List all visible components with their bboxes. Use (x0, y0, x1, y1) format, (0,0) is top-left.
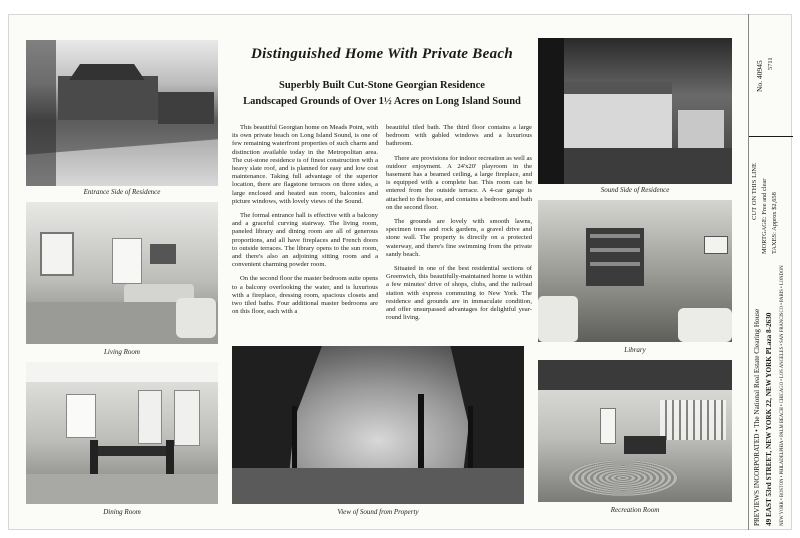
recreation-caption: Recreation Room (610, 506, 660, 514)
living-room-caption: Living Room (104, 348, 140, 356)
body-column-left (232, 124, 378, 322)
library-photo (538, 200, 732, 342)
listing-code: 5711 (767, 57, 774, 70)
listing-sidebar (748, 14, 792, 530)
body-paragraph: The grounds are lovely with smooth lawns, specimen trees and rock gardens, a gravel drive and stone wall. The property is directly on a protected waterway, and there's fine swimming from the private sandy beach. (386, 218, 532, 258)
recreation-room-photo (538, 360, 732, 502)
body-column-right (386, 124, 532, 328)
entrance-caption: Entrance Side of Residence (83, 188, 161, 196)
taxes-info: TAXES: Approx $2,658 (771, 192, 778, 254)
cut-line (749, 136, 793, 137)
sound-side-photo (538, 38, 732, 184)
page-title: Distinguished Home With Private Beach (251, 46, 513, 62)
body-paragraph: There are provisions for indoor recreation as well as outdoor enjoyment. A 24'x20' playroom in the basement has a beamed ceiling, a large fireplace, and is equipped with a complete bar. This room can be entered from the outside terrace. A 4-car garage is attached to the house, and contains a bedroom and bath on the second floor. (386, 154, 532, 211)
sound-side-caption: Sound Side of Residence (600, 186, 670, 194)
subtitle-secondary: Landscaped Grounds of Over 1½ Acres on Long Island Sound (243, 96, 521, 107)
listing-number: No. 40945 (755, 60, 764, 92)
cut-line-label: CUT ON THIS LINE (751, 162, 758, 220)
dining-room-caption: Dining Room (103, 508, 141, 516)
subtitle-primary: Superbly Built Cut-Stone Georgian Residence (279, 80, 485, 91)
company-address: 49 EAST 53rd STREET, NEW YORK 22, NEW YORK PLaza 8-2630 (765, 312, 773, 526)
mortgage-info: MORTGAGE: Free and clear (761, 178, 768, 254)
body-paragraph: beautiful tiled bath. The third floor contains a large bedroom with gabled windows and a luxurious bathroom. (386, 124, 532, 148)
entrance-photo (26, 40, 218, 186)
body-paragraph: Situated in one of the best residential sections of Greenwich, this beautifully-maintained home is within a few minutes' drive of shops, clubs, and the railroad station with express commuting to New York. The residence and grounds are in immaculate condition, and offer unsurpassed advantages for delightful year-round living. (386, 265, 532, 322)
living-room-photo (26, 202, 218, 344)
library-caption: Library (624, 346, 646, 354)
dining-room-photo (26, 362, 218, 504)
body-paragraph: This beautiful Georgian home on Meads Point, with its own private beach on Long Island Sound, is one of few remaining waterfront properties of such charm and distinction available today in the Metropolitan area. The cut-stone residence is of finest construction with a heavy slate roof, and is planned for easy and low cost maintenance. Taking full advantage of the superior location, there are flagstone terraces on three sides, a large enclosed and heated sun room, balconies and picture windows, with lovely views of the Sound. (232, 124, 378, 205)
body-paragraph: The formal entrance hall is effective with a balcony and a graceful curving stairway. The living room, paneled library and dining room are all of generous proportions, and all have fireplaces and French doors to outside terraces. The library opens to the sun room, and there's also an adjoining sitting room and a convenient charming powder room. (232, 212, 378, 269)
view-caption: View of Sound from Property (337, 508, 419, 516)
office-cities: NEW YORK • BOSTON • PHILADELPHIA • PALM BEACH • CHICAGO • LOS ANGELES • SAN FRANCISCO • PARIS • LONDON (780, 265, 785, 526)
company-name: PREVIEWS INCORPORATED • The National Real Estate Clearing House (753, 308, 761, 526)
view-of-sound-photo (232, 346, 524, 504)
body-paragraph: On the second floor the master bedroom suite opens to a balcony overlooking the water, and is luxurious with a fireplace, dressing room, spacious closets and two tiled baths. Four additional master bedrooms are on this floor, each with a (232, 275, 378, 316)
